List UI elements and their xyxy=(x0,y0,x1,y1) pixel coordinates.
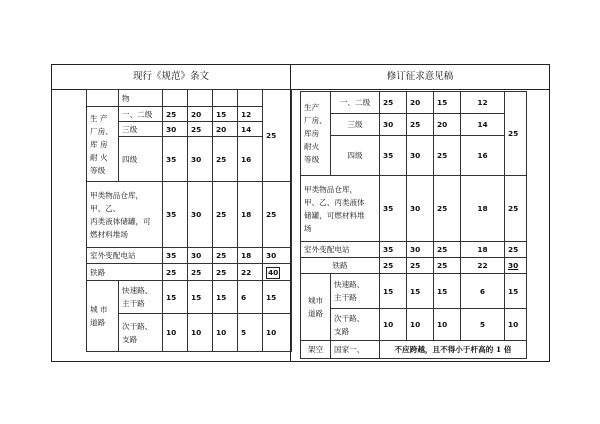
table-row: 四级 35 30 25 16 xyxy=(87,137,292,182)
grade-4: 四级 xyxy=(119,137,163,182)
substation-label: 室外变配电站 xyxy=(301,242,380,258)
table-row: 次干路、 支路 10 10 10 5 10 xyxy=(87,314,292,352)
current-code-table xyxy=(86,89,292,352)
grade-3: 三级 xyxy=(331,114,380,136)
cell-g-last: 25 xyxy=(263,90,292,182)
expressway-label: 快速路、 主干路 xyxy=(331,274,380,309)
secondary-label: 次干路、 支路 xyxy=(119,314,163,352)
prod-label: 生 产 厂房、 库 房 耐 火 等级 xyxy=(87,107,119,182)
comparison-table-frame xyxy=(51,64,550,362)
table-row: 甲类物品仓库， 甲、乙、 丙类液体储罐，可 燃材料堆场 35 30 25 18 25 xyxy=(87,182,292,248)
table-row: 铁路 25 25 25 22 40 xyxy=(87,264,292,281)
substation-label: 室外变配电站 xyxy=(87,248,163,264)
grade-12: 一、二级 xyxy=(331,92,380,114)
prod-label: 生产 厂房、 库房 耐火 等级 xyxy=(301,92,331,176)
cat-a-label: 甲类物品仓库， 甲、乙、 丙类液体储罐，可 燃材料堆场 xyxy=(87,182,163,248)
railway-label: 铁路 xyxy=(87,264,163,281)
table-row: 铁路 25 25 25 22 30 xyxy=(301,258,527,274)
overhead-label: 架空 xyxy=(301,341,331,359)
table-row: 三级 30 25 20 14 xyxy=(87,122,292,137)
header-revision-draft: 修订征求意见稿 xyxy=(386,71,454,82)
table-row: 室外变配电站 35 30 25 18 25 xyxy=(301,242,527,258)
table-row: 室外变配电站 35 30 25 18 30 xyxy=(87,248,292,264)
grade-4: 四级 xyxy=(331,136,380,176)
cat-a-label: 甲类物品仓库， 甲、乙、丙类液体 储罐，可燃材料堆 场 xyxy=(301,176,380,242)
city-road-label: 城 市 道路 xyxy=(87,281,119,352)
grade-12: 一、二级 xyxy=(119,107,163,122)
table-row: 次干路、 支路 10 10 10 5 10 xyxy=(301,309,527,341)
table-row xyxy=(87,90,292,107)
secondary-label: 次干路、 支路 xyxy=(331,309,380,341)
overhead-note: 不应跨越，且不得小于杆高的 1 倍 xyxy=(380,341,527,359)
table-row: 甲类物品仓库， 甲、乙、丙类液体 储罐，可燃材料堆 场 35 30 25 18 25 xyxy=(301,176,527,242)
grade-3: 三级 xyxy=(119,122,163,137)
railway-label: 铁路 xyxy=(301,258,380,274)
table-row: 三级 30 25 20 14 xyxy=(301,114,527,136)
table-row: 生 产 厂房、 库 房 耐 火 等级 一、二级 25 20 15 12 xyxy=(87,107,292,122)
city-road-label: 城市 道路 xyxy=(301,274,331,341)
cell-empty xyxy=(87,90,119,107)
table-row: 四级 35 30 25 16 xyxy=(301,136,527,176)
railway-changed-value: 40 xyxy=(268,267,279,277)
header-current-code: 现行《规范》条文 xyxy=(132,71,209,82)
revision-draft-table xyxy=(300,91,527,359)
table-row: 城市 道路 快速路、 主干路 15 15 15 6 15 xyxy=(301,274,527,309)
table-row: 城 市 道路 快速路、 主干路 15 15 15 6 15 xyxy=(87,281,292,314)
table-row: 生产 厂房、 库房 耐火 等级 一、二级 25 20 15 12 25 xyxy=(301,92,527,114)
expressway-label: 快速路、 主干路 xyxy=(119,281,163,314)
cell-wu: 物 xyxy=(119,90,163,107)
national-label: 国家一、 xyxy=(331,341,380,359)
railway-changed-value: 30 xyxy=(508,261,519,270)
cell-g-last: 25 xyxy=(505,92,527,176)
table-row xyxy=(301,341,527,359)
